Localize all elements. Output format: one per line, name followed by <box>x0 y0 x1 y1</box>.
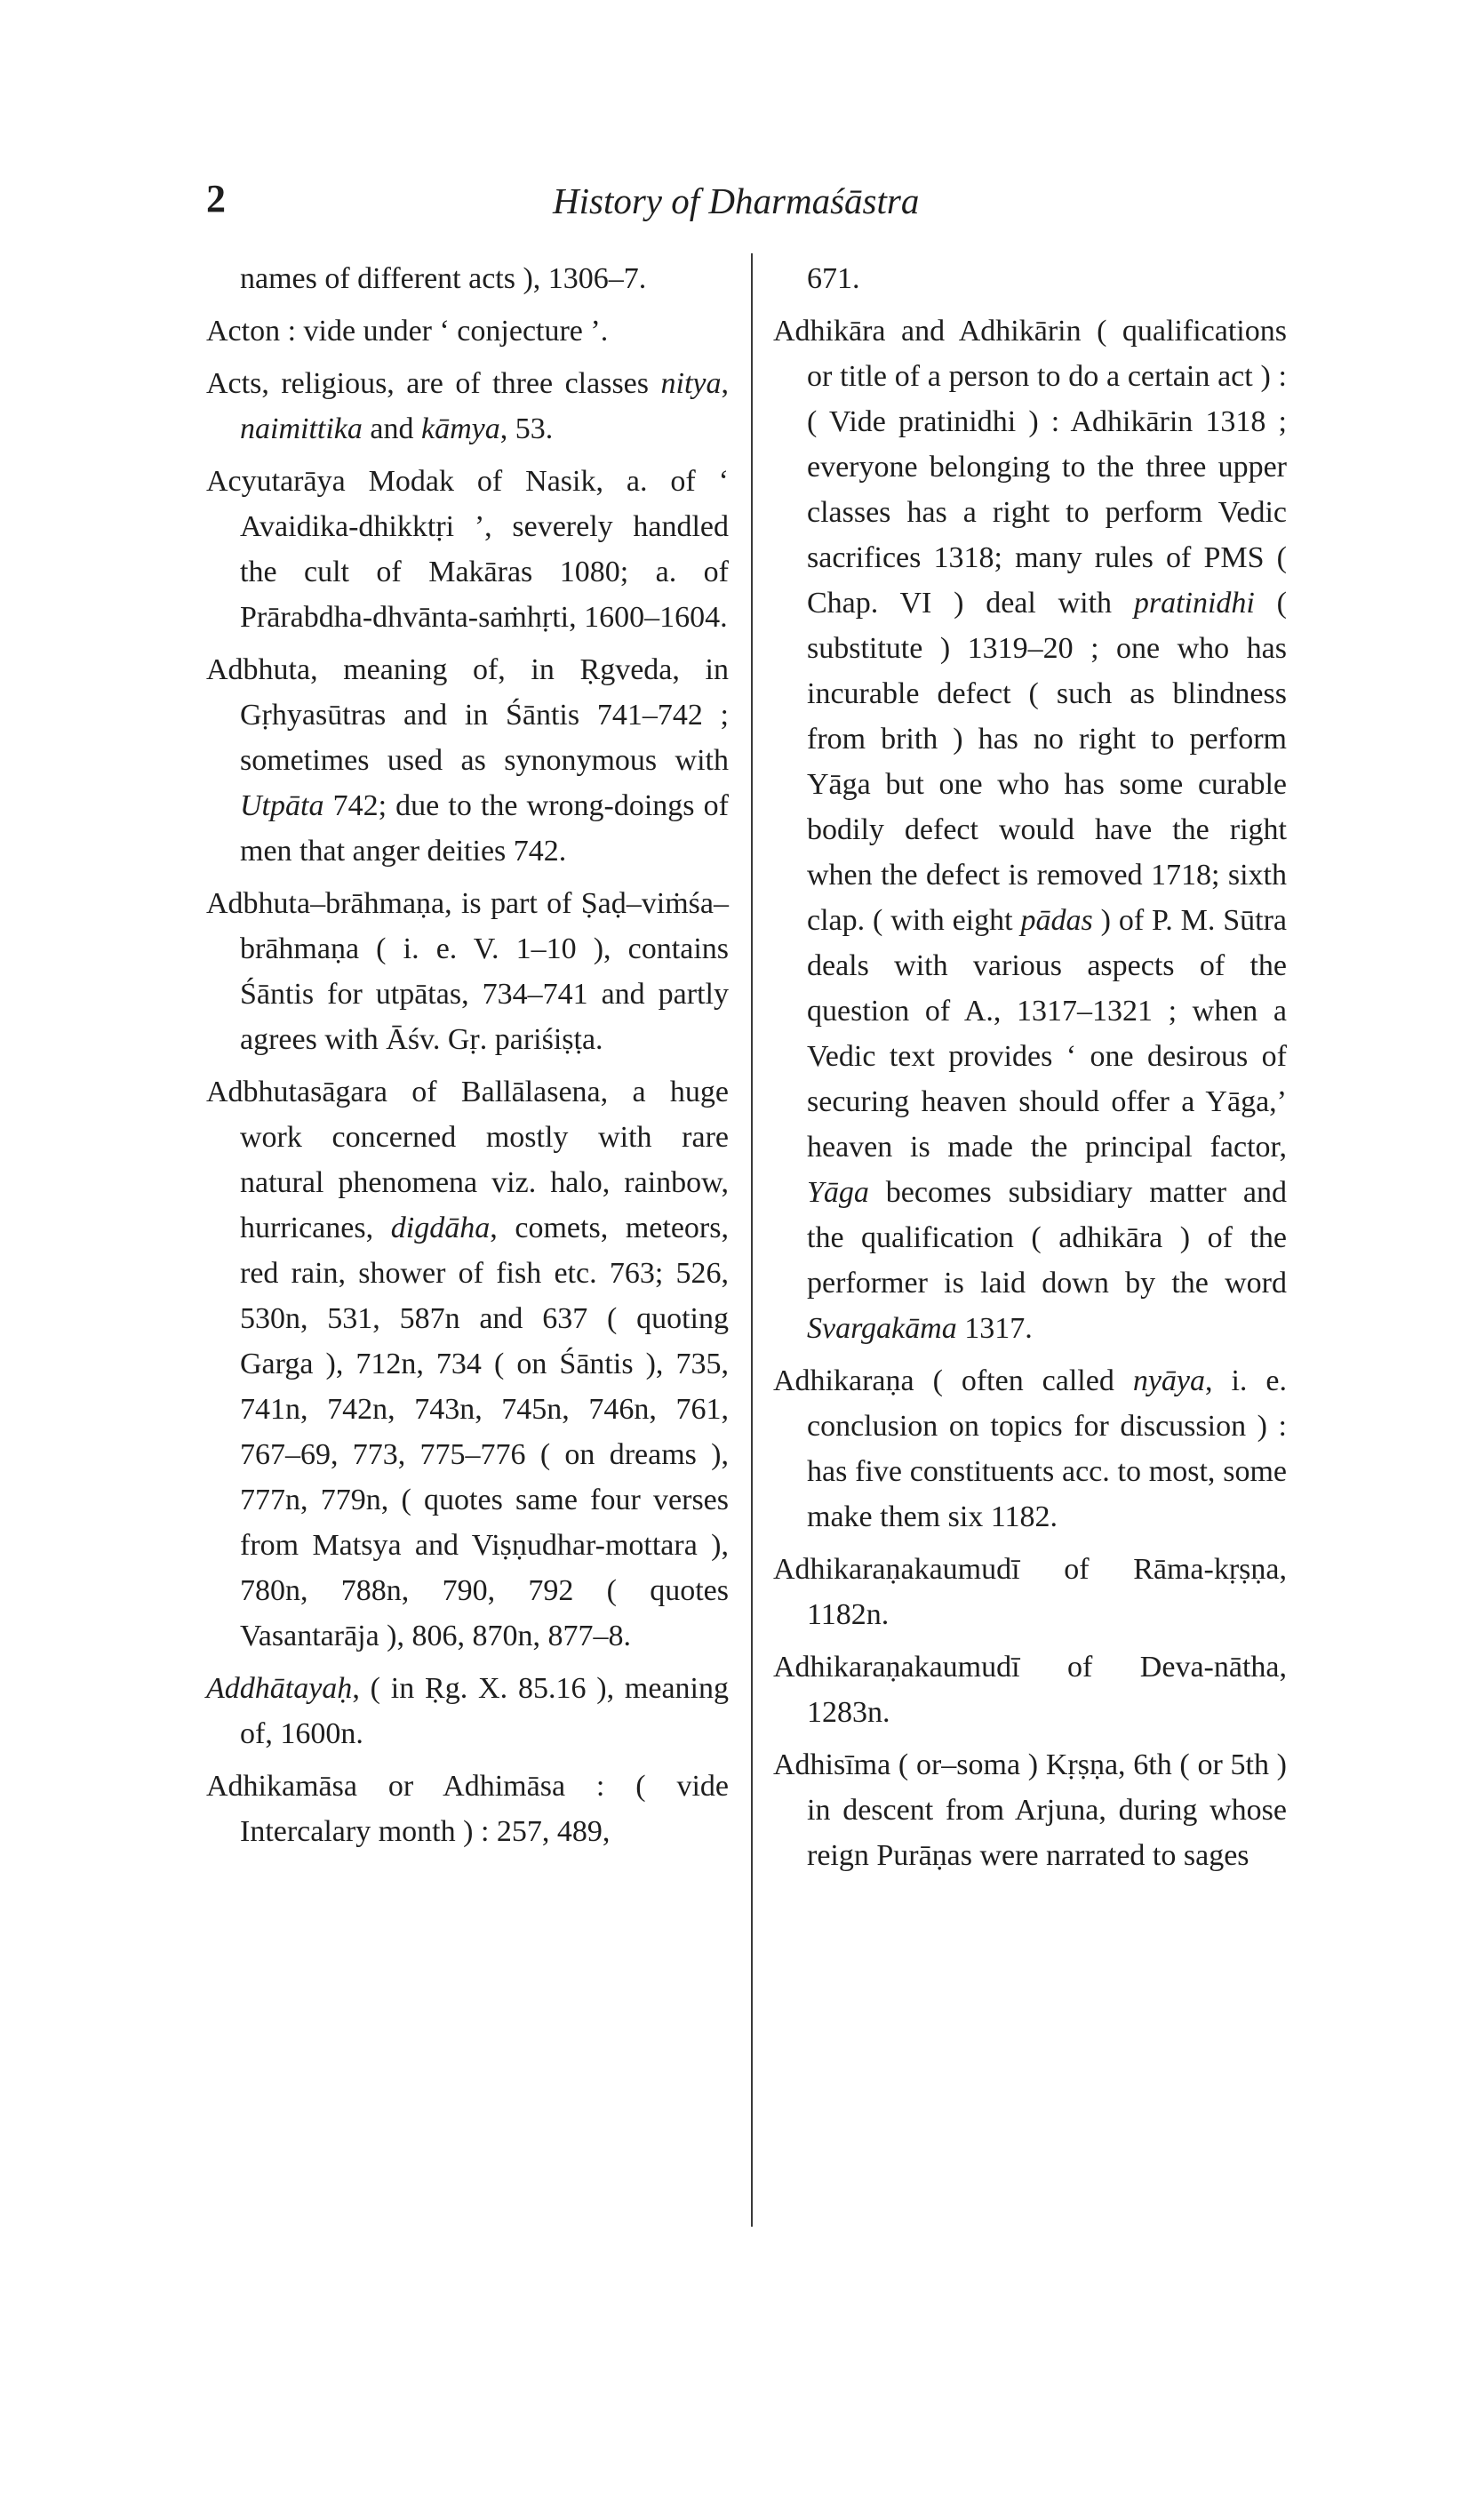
index-column-right <box>773 256 1287 1885</box>
index-entry: 671. <box>807 262 860 295</box>
index-entry: Addhātayaḥ, ( in Ṛg. X. 85.16 ), meaning of, 1600n. <box>206 1672 729 1750</box>
index-entry: Acton : vide under ‘ conjecture ’. <box>206 315 609 348</box>
index-entry: Acyutarāya Modak of Nasik, a. of ‘ Avaidika-dhikktṛi ’, severely handled the cult of Makāras 1080; a. of Prārabdha-dhvānta-saṁhṛti, 1600–1604. <box>206 465 729 634</box>
index-entry: Adhikaraṇakaumudī of Deva-nātha, 1283n. <box>773 1651 1287 1729</box>
index-entry: Acts, religious, are of three classes nitya, naimittika and kāmya, 53. <box>206 367 729 445</box>
index-entry: Adbhutasāgara of Ballālasena, a huge work concerned mostly with rare natural phenomena viz. halo, rainbow, hurricanes, digdāha, comets, meteors, red rain, shower of fish etc. 763; 526, 530n, 531, 587n and 637 ( quoting Garga ), 712n, 734 ( on Śāntis ), 735, 741n, 742n, 743n, 745n, 746n, 761, 767–69, 773, 775–776 ( on dreams ), 777n, 779n, ( quotes same four verses from Matsya and Viṣṇudhar-mottara ), 780n, 788n, 790, 792 ( quotes Vasantarāja ), 806, 870n, 877–8. <box>206 1076 729 1652</box>
index-entry: Adhikaraṇa ( often called nyāya, i. e. conclusion on topics for discussion ) : has five constituents acc. to most, some make them six 1182. <box>773 1364 1287 1533</box>
index-entry: names of different acts ), 1306–7. <box>240 262 647 295</box>
page-number: 2 <box>206 177 226 220</box>
index-entry: Adbhuta–brāhmaṇa, is part of Ṣaḍ–viṁśa–brāhmaṇa ( i. e. V. 1–10 ), contains Śāntis for utpātas, 734–741 and partly agrees with Āśv. Gṛ. pariśiṣṭa. <box>206 887 729 1056</box>
running-title: History of Dharmaśāstra <box>553 180 920 221</box>
index-entry: Adhikāra and Adhikārin ( qualifications or title of a person to do a certain act ) : ( Vide pratinidhi ) : Adhikārin 1318 ; everyone belonging to the three upper classes has a right to perform Vedic sacrifices 1318; many rules of PMS ( Chap. VI ) deal with pratinidhi ( substitute ) 1319–20 ; one who has incurable defect ( such as blindness from brith ) has no right to perform Yāga but one who has some curable bodily defect would have the right when the defect is removed 1718; sixth clap. ( with eight pādas ) of P. M. Sūtra deals with various aspects of the question of A., 1317–1321 ; when a Vedic text provides ‘ one desirous of securing heaven should offer a Yāga,’ heaven is made the principal factor, Yāga becomes subsidiary matter and the qualification ( adhikāra ) of the performer is laid down by the word Svargakāma 1317. <box>773 315 1287 1345</box>
index-entry: Adhikamāsa or Adhimāsa : ( vide Intercalary month ) : 257, 489, <box>206 1770 729 1848</box>
column-divider <box>751 253 753 2227</box>
index-entry: Adhisīma ( or–soma ) Kṛṣṇa, 6th ( or 5th ) in descent from Arjuna, during whose reign Purāṇas were narrated to sages <box>773 1748 1287 1872</box>
page-header <box>206 176 935 229</box>
index-entry: Adhikaraṇakaumudī of Rāma-kṛṣṇa, 1182n. <box>773 1553 1287 1631</box>
index-entry: Adbhuta, meaning of, in Ṛgveda, in Gṛhyasūtras and in Śāntis 741–742 ; sometimes used as synonymous with Utpāta 742; due to the wrong-doings of men that anger deities 742. <box>206 653 729 868</box>
index-column-left <box>206 256 729 1861</box>
